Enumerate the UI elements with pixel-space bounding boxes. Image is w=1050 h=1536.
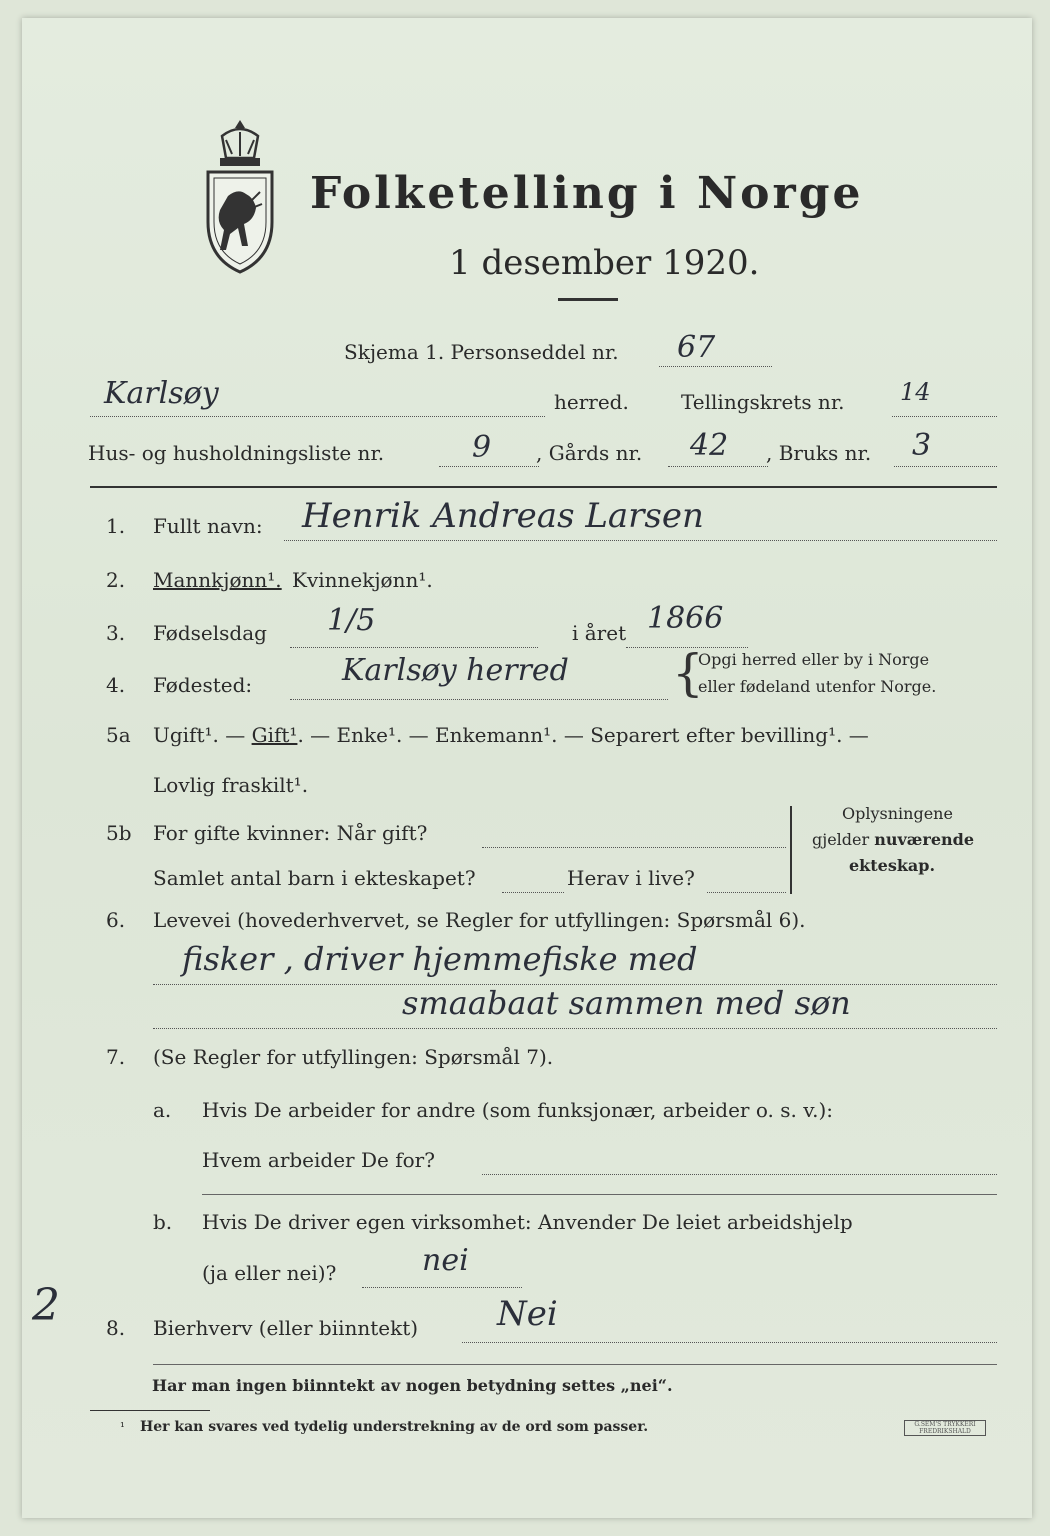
- birthday-value: 1/5: [327, 603, 376, 638]
- personseddel-value: 67: [677, 330, 716, 365]
- coat-of-arms-icon: [200, 118, 280, 282]
- employer-field[interactable]: [482, 1174, 997, 1175]
- birth-year-label: i året: [572, 621, 627, 645]
- gards-value: 42: [690, 428, 729, 463]
- married-when-field[interactable]: [482, 847, 786, 848]
- children-total-label: Samlet antal barn i ekteskapet?: [153, 866, 476, 890]
- gards-label: , Gårds nr.: [536, 441, 643, 465]
- full-name-value: Henrik Andreas Larsen: [302, 496, 704, 536]
- q3-number: 3.: [106, 621, 126, 645]
- q5b-note-3: ekteskap.: [849, 856, 936, 875]
- married-when-label: For gifte kvinner: Når gift?: [153, 821, 428, 845]
- herred-field[interactable]: [90, 416, 545, 417]
- birthplace-brace: {: [672, 644, 704, 702]
- herred-value: Karlsøy: [104, 376, 219, 411]
- q5b-brace: [790, 806, 792, 894]
- tellingskrets-field[interactable]: [892, 416, 997, 417]
- marital-gift[interactable]: Gift¹: [251, 723, 298, 747]
- birthday-field[interactable]: [290, 647, 538, 648]
- margin-mark: 2: [32, 1280, 60, 1331]
- occupation-label: Levevei (hovederhvervet, se Regler for utfyllingen: Spørsmål 6).: [153, 908, 806, 932]
- printer-stamp-text: G.SEM'S TRYKKERI FREDRIKSHALD: [914, 1421, 976, 1435]
- q7a-text: Hvis De arbeider for andre (som funksjonær, arbeider o. s. v.):: [202, 1098, 834, 1122]
- personseddel-field[interactable]: [659, 366, 772, 367]
- side-income-extra-line: [153, 1364, 997, 1365]
- form-title: Folketelling i Norge: [310, 168, 864, 219]
- q1-label: Fullt navn:: [153, 514, 263, 538]
- herred-label: herred.: [554, 390, 629, 414]
- q7a-letter: a.: [153, 1098, 172, 1122]
- employer-label: Hvem arbeider De for?: [202, 1148, 435, 1172]
- occupation-value-2: smaabaat sammen med søn: [402, 984, 851, 1022]
- hus-value: 9: [472, 430, 492, 465]
- footnote-divider: [90, 1410, 210, 1411]
- hus-field[interactable]: [439, 466, 539, 467]
- hired-help-label: (ja eller nei)?: [202, 1261, 337, 1285]
- gender-female-option[interactable]: Kvinnekjønn¹.: [292, 568, 433, 592]
- marital-fraskilt[interactable]: Lovlig fraskilt¹.: [153, 773, 309, 797]
- q2-number: 2.: [106, 568, 126, 592]
- bruks-value: 3: [912, 428, 932, 463]
- employer-extra-line: [202, 1194, 997, 1195]
- marital-others[interactable]: . — Enke¹. — Enkemann¹. — Separert efter bevilling¹. —: [297, 723, 869, 747]
- side-income-field[interactable]: [462, 1342, 997, 1343]
- side-income-value: Nei: [497, 1294, 558, 1334]
- birthplace-field[interactable]: [290, 699, 668, 700]
- census-form: [22, 18, 1032, 1518]
- birthplace-label: Fødested:: [153, 673, 253, 697]
- q7-number: 7.: [106, 1045, 126, 1069]
- q5b-note-2: [812, 830, 974, 849]
- side-income-label: Bierhverv (eller biinntekt): [153, 1316, 419, 1340]
- hired-help-field[interactable]: [362, 1287, 522, 1288]
- marital-ugift[interactable]: Ugift¹. —: [153, 723, 252, 747]
- q1-number: 1.: [106, 514, 126, 538]
- tellingskrets-label: Tellingskrets nr.: [681, 390, 845, 414]
- q7-label: (Se Regler for utfyllingen: Spørsmål 7).: [153, 1045, 554, 1069]
- q7b-letter: b.: [153, 1210, 173, 1234]
- title-divider: [558, 298, 618, 301]
- children-alive-field[interactable]: [707, 892, 786, 893]
- q4-number: 4.: [106, 673, 126, 697]
- hired-help-value: nei: [422, 1243, 469, 1278]
- occupation-field-2[interactable]: [153, 1028, 997, 1029]
- q7b-text: Hvis De driver egen virksomhet: Anvender De leiet arbeidshjelp: [202, 1210, 853, 1234]
- footnote-mark: ¹: [120, 1420, 125, 1434]
- printer-stamp: [904, 1420, 986, 1436]
- bruks-field[interactable]: [894, 466, 997, 467]
- footnote-text: Her kan svares ved tydelig understrekning av de ord som passer.: [140, 1419, 649, 1435]
- header-divider: [90, 486, 997, 488]
- q5b-note-2b: nuværende: [874, 830, 975, 849]
- gender-male-option[interactable]: Mannkjønn¹.: [153, 568, 282, 592]
- no-income-note: Har man ingen biinntekt av nogen betydning settes „nei“.: [152, 1376, 673, 1395]
- marital-status-options: [153, 723, 869, 747]
- birthplace-note-1: Opgi herred eller by i Norge: [698, 650, 930, 669]
- full-name-field[interactable]: [284, 540, 997, 541]
- q5a-number: 5a: [106, 723, 131, 747]
- birthplace-note-2: eller fødeland utenfor Norge.: [698, 677, 937, 696]
- q5b-note-1: Oplysningene: [842, 804, 953, 823]
- tellingskrets-value: 14: [900, 378, 931, 406]
- children-total-field[interactable]: [502, 892, 564, 893]
- hus-label: Hus- og husholdningsliste nr.: [88, 441, 385, 465]
- q5b-note-2a: gjelder: [812, 830, 875, 849]
- gards-field[interactable]: [668, 466, 768, 467]
- birthday-label: Fødselsdag: [153, 621, 267, 645]
- q8-number: 8.: [106, 1316, 126, 1340]
- occupation-value-1: fisker , driver hjemmefiske med: [182, 940, 698, 978]
- children-alive-label: Herav i live?: [567, 866, 695, 890]
- birthplace-value: Karlsøy herred: [342, 653, 569, 688]
- census-date: 1 desember 1920.: [449, 243, 760, 283]
- q5b-number: 5b: [106, 821, 132, 845]
- schema-label: Skjema 1. Personseddel nr.: [344, 340, 619, 364]
- bruks-label: , Bruks nr.: [766, 441, 872, 465]
- birth-year-value: 1866: [647, 601, 724, 636]
- q6-number: 6.: [106, 908, 126, 932]
